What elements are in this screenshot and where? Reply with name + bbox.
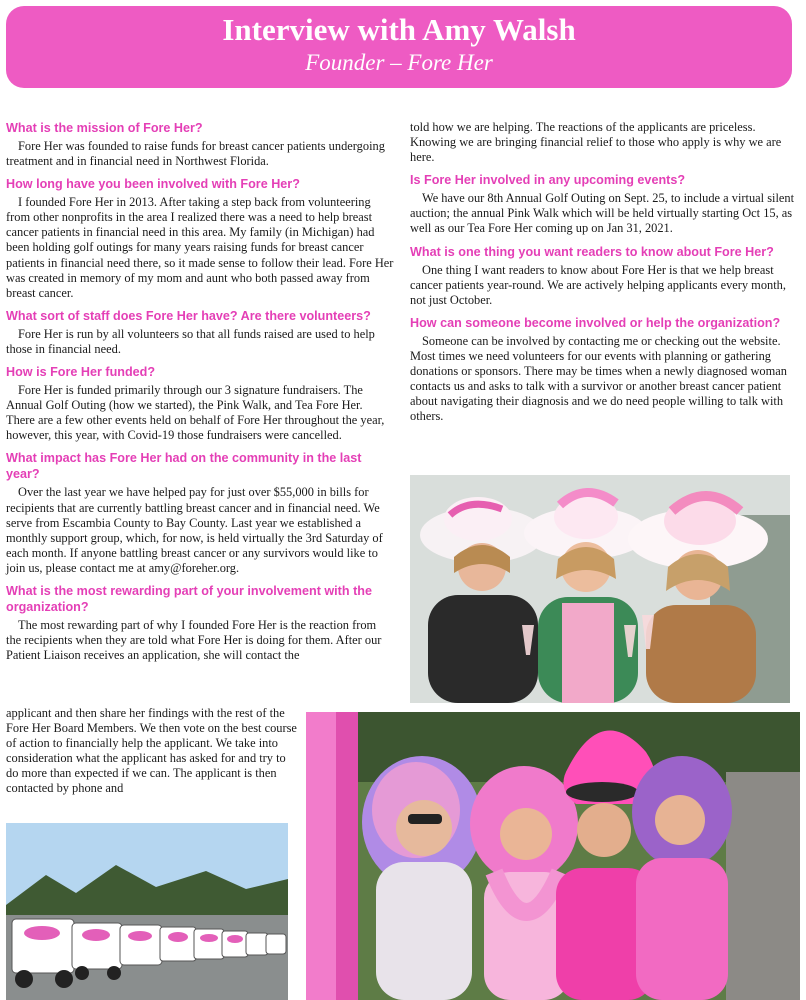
left-column (6, 120, 394, 670)
answer-get-involved: Someone can be involved by contacting me or checking out the website. Most times we need volunteers for our events with planning or gathering donations or sponsors. There may be times when a newly diagnosed woman contacts us and asks to talk with a survivor or another breast cancer patient about navigating their diagnosis and we do need people willing to talk with others. (410, 333, 787, 424)
photo-golf-carts (6, 823, 288, 1000)
photo-golf-carts-illustration (6, 823, 288, 1000)
answer-mission: Fore Her was founded to raise funds for breast cancer patients undergoing treatment and in financial need in Northwest Florida. (6, 139, 385, 169)
answer-funding: Fore Her is funded primarily through our 3 signature fundraisers. The Annual Golf Outing (how we started), the Pink Walk, and Tea Fore Her. There are a few other events held on behalf of Fore Her throughout the year, however, this year, with Covid-19 those fundraisers were cancelled. (6, 383, 385, 443)
question-readers: What is one thing you want readers to know about Fore Her? (410, 244, 774, 259)
photo-women-in-hats (410, 475, 790, 703)
right-column (410, 120, 798, 431)
question-impact: What impact has Fore Her had on the community in the last year? (6, 451, 362, 482)
question-funding: How is Fore Her funded? (6, 365, 156, 380)
answer-rewarding-wrap: applicant and then share her findings with the rest of the Fore Her Board Members. We then vote on the best course of action to financially help the applicant. We take into consideration what the applicant has asked for and try to do more than expected if we can. The applicant is then contacted by phone and (6, 706, 297, 796)
page-title: Interview with Amy Walsh (222, 12, 576, 47)
photo-women-in-hats-illustration (410, 475, 790, 703)
question-rewarding: What is the most rewarding part of your involvement with the organization? (6, 583, 372, 614)
answer-staff: Fore Her is run by all volunteers so that all funds raised are used to help those in financial need. (6, 326, 375, 356)
title-banner (6, 6, 792, 88)
question-get-involved: How can someone become involved or help the organization? (410, 315, 781, 330)
answer-rewarding: The most rewarding part of why I founded Fore Her is the reaction from the recipients when they are told what Fore Her is doing for them. After our Patient Liaison receives an application, she will contact the (6, 617, 382, 663)
page-subtitle: Founder – Fore Her (305, 50, 493, 75)
answer-rewarding-continued: told how we are helping. The reactions of the applicants are priceless. Knowing we are bringing financial relief to those who apply is why we are here. (410, 120, 782, 165)
question-mission: What is the mission of Fore Her? (6, 121, 203, 135)
question-staff: What sort of staff does Fore Her have? Are there volunteers? (6, 308, 371, 323)
answer-readers: One thing I want readers to know about Fore Her is that we help breast cancer patients year-round. We are actively helping applicants every month, not just October. (410, 262, 786, 307)
answer-events: We have our 8th Annual Golf Outing on Sept. 25, to include a virtual silent auction; the annual Pink Walk which will be held virtually starting Oct 15, as well as our Tea Fore Her coming up on Jan 31, 2021. (410, 191, 795, 236)
question-involvement: How long have you been involved with Fore Her? (6, 177, 300, 192)
answer-involvement: I founded Fore Her in 2013. After taking a step back from volunteering from other nonprofits in the area I realized there was a need to help breast cancer patients in financial need in this area. My family (in Michigan) had been holding golf outings for many years raising funds for breast cancer patients in financial need there, so it made sense to follow their lead. Fore Her was created in memory of my mom and aunt who both passed away from breast cancer. (6, 195, 394, 300)
photo-women-in-wigs-illustration (306, 712, 800, 1000)
photo-women-in-wigs (306, 712, 800, 1000)
answer-impact: Over the last year we have helped pay for just over $55,000 in bills for recipients that are currently battling breast cancer and in financial need. We serve from Escambia County to Bay County. Last year we established a monthly support group, which, for now, is held virtually the 3rd Saturday of each month. If anyone battling breast cancer or any survivors would like to join us, please contact me at amy@foreher.org. (6, 485, 383, 575)
question-events: Is Fore Her involved in any upcoming events? (410, 173, 686, 188)
